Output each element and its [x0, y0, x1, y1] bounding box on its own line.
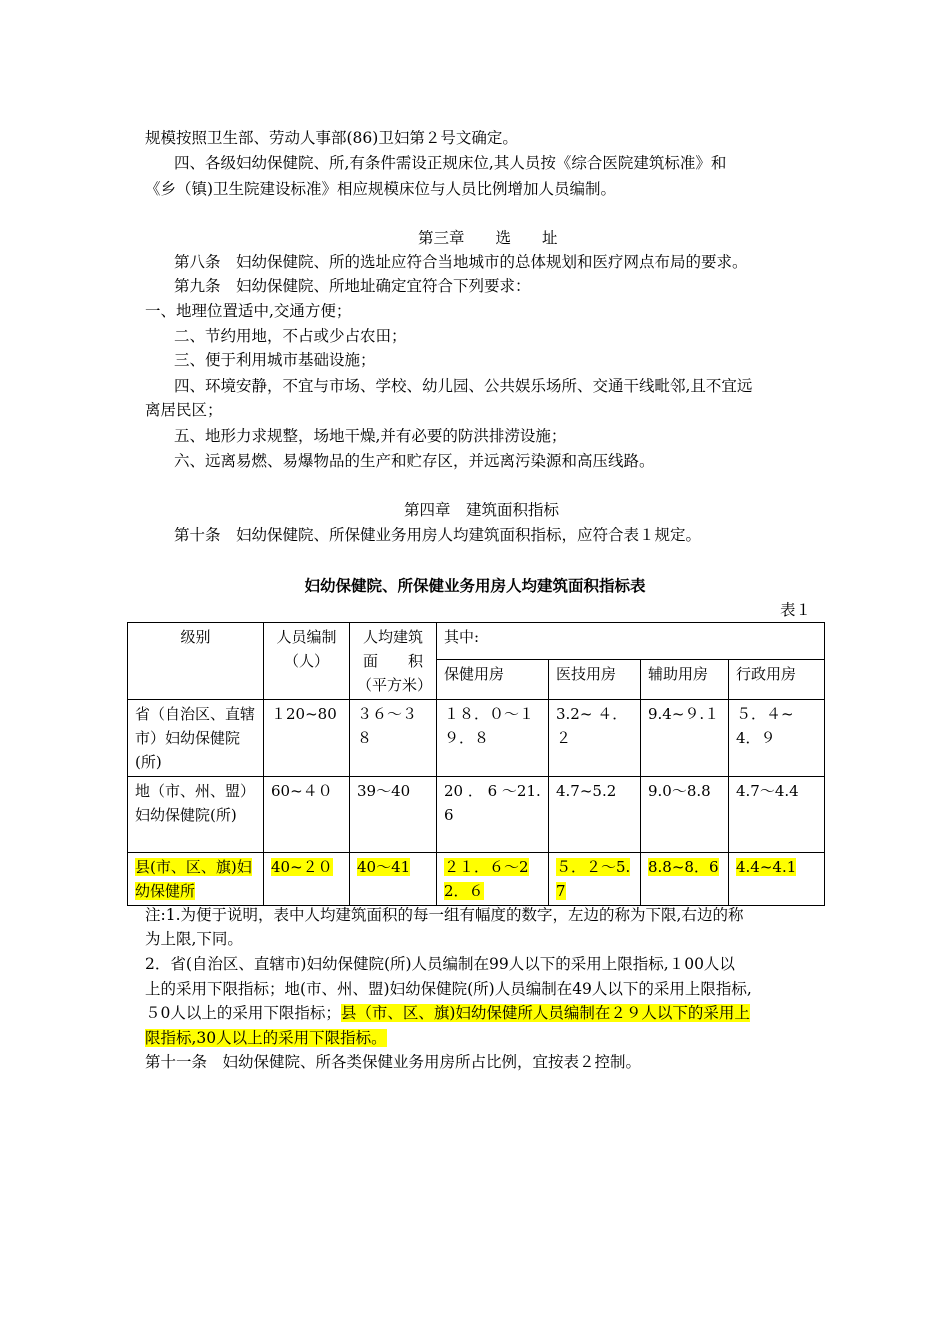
header-level: 级别 [128, 623, 264, 700]
area-index-table [127, 622, 825, 906]
highlighted-text: 8.8~8．6 [648, 858, 719, 876]
cell-health [437, 853, 549, 906]
list-item: 一、地理位置适中,交通方便； [145, 302, 352, 320]
list-item: 离居民区； [145, 401, 223, 419]
table-label: 表１ [780, 601, 812, 619]
paragraph: 规模按照卫生部、劳动人事部(86)卫妇第２号文确定。 [145, 129, 518, 147]
header-of-which: 其中: [437, 623, 825, 660]
highlighted-text: 40~２０ [271, 858, 333, 876]
highlighted-text: ２１．６～22．６ [444, 858, 529, 900]
list-item: 二、节约用地，不占或少占农田； [174, 327, 407, 345]
table-title: 妇幼保健院、所保健业务用房人均建筑面积指标表 [304, 577, 646, 595]
highlighted-text: 县（市、区、旗)妇幼保健所人员编制在２９人以下的采用上 [340, 1004, 750, 1022]
cell-staff: １20~80 [264, 700, 350, 777]
header-health: 保健用房 [437, 659, 549, 699]
cell-level: 地（市、州、盟）妇幼保健院(所) [128, 777, 264, 853]
article: 第八条 妇幼保健院、所的选址应符合当地城市的总体规划和医疗网点布局的要求。 [174, 253, 748, 271]
table-row [128, 777, 825, 853]
list-item: 三、便于利用城市基础设施； [174, 351, 376, 369]
cell-admin [729, 853, 825, 906]
header-medtech: 医技用房 [549, 659, 641, 699]
cell-admin: 4.7～4.4 [729, 777, 825, 853]
paragraph: 四、各级妇幼保健院、所,有条件需设正规床位,其人员按《综合医院建筑标准》和 [174, 154, 727, 172]
highlighted-text: ５．２～5.7 [556, 858, 631, 900]
header-staff: 人员编制（人） [264, 623, 350, 700]
cell-aux: 9.4~９.１ [641, 700, 729, 777]
cell-level [128, 853, 264, 906]
article: 第十条 妇幼保健院、所保健业务用房人均建筑面积指标，应符合表１规定。 [174, 526, 702, 544]
cell-area [350, 853, 437, 906]
cell-admin: ５．４~4．９ [729, 700, 825, 777]
chapter-heading: 第四章 建筑面积指标 [404, 501, 560, 519]
highlighted-text: 4.4~4.1 [736, 858, 797, 876]
note: 上的采用下限指标；地(市、州、盟)妇幼保健院(所)人员编制在49人以下的采用上限指标, [145, 980, 752, 998]
list-item: 六、远离易燃、易爆物品的生产和贮存区，并远离污染源和高压线路。 [174, 452, 655, 470]
paragraph: 《乡（镇)卫生院建设标准》相应规模床位与人员比例增加人员编制。 [145, 180, 617, 198]
header-aux: 辅助用房 [641, 659, 729, 699]
header-admin: 行政用房 [729, 659, 825, 699]
note-text: ５0人以上的采用下限指标； [145, 1004, 341, 1022]
cell-aux: 9.0～8.8 [641, 777, 729, 853]
header-area: 人均建筑面 积（平方米） [350, 623, 437, 700]
article: 第十一条 妇幼保健院、所各类保健业务用房所占比例，宜按表２控制。 [145, 1053, 642, 1071]
highlighted-text: 40～41 [357, 858, 411, 876]
cell-area: 39～40 [350, 777, 437, 853]
note: 注:1.为便于说明，表中人均建筑面积的每一组有幅度的数字，左边的称为下限,右边的称 [145, 906, 744, 924]
table-row-highlighted [128, 853, 825, 906]
highlighted-text: 县(市、区、旗)妇幼保健所 [135, 858, 252, 900]
cell-health: １８．０～１９．８ [437, 700, 549, 777]
note [145, 1026, 387, 1050]
highlighted-text: 限指标,30人以上的采用下限指标。 [145, 1029, 387, 1047]
cell-aux [641, 853, 729, 906]
cell-health: 20 ． 6 ～21.6 [437, 777, 549, 853]
list-item: 五、地形力求规整，场地干燥,并有必要的防洪排涝设施； [174, 427, 567, 445]
cell-medtech: 3.2~ ４．２ [549, 700, 641, 777]
cell-medtech [549, 853, 641, 906]
chapter-heading: 第三章 选 址 [418, 229, 558, 247]
cell-level: 省（自治区、直辖市）妇幼保健院(所) [128, 700, 264, 777]
cell-area: ３６～３８ [350, 700, 437, 777]
note [145, 1001, 750, 1025]
cell-staff [264, 853, 350, 906]
cell-medtech: 4.7~5.2 [549, 777, 641, 853]
note: 为上限,下同。 [145, 930, 243, 948]
article: 第九条 妇幼保健院、所地址确定宜符合下列要求： [174, 277, 531, 295]
table-row [128, 700, 825, 777]
note: 2．省(自治区、直辖市)妇幼保健院(所)人员编制在99人以下的采用上限指标,１00人以 [145, 955, 735, 973]
list-item: 四、环境安静，不宜与市场、学校、幼儿园、公共娱乐场所、交通干线毗邻,且不宜远 [174, 377, 753, 395]
cell-staff: 60~４０ [264, 777, 350, 853]
